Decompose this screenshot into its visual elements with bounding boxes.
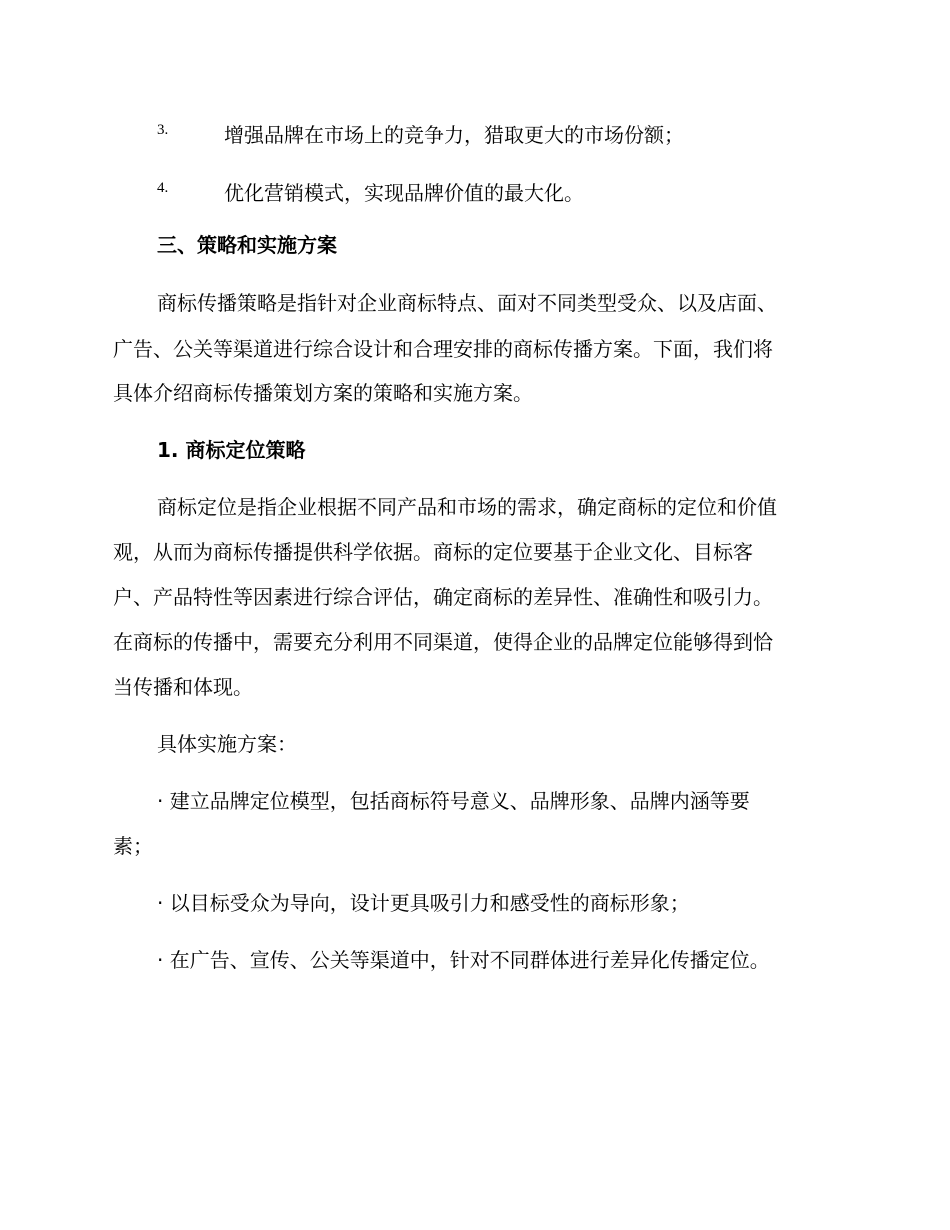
list-text: 增强品牌在市场上的竞争力，猎取更大的市场份额；: [224, 123, 684, 147]
paragraph-line: 具体介绍商标传播策划方案的策略和实施方案。: [113, 381, 533, 405]
sub-heading: 1. 商标定位策略: [157, 438, 306, 462]
bullet-continuation: 素；: [113, 834, 153, 858]
paragraph-line: 广告、公关等渠道进行综合设计和合理安排的商标传播方案。下面，我们将: [113, 337, 773, 361]
paragraph-line: 商标传播策略是指针对企业商标特点、面对不同类型受众、以及店面、: [157, 291, 777, 315]
paragraph-line: 商标定位是指企业根据不同产品和市场的需求，确定商标的定位和价值: [157, 495, 777, 519]
list-number: 3.: [157, 122, 169, 138]
section-heading: 三、策略和实施方案: [157, 233, 337, 257]
bullet-item: · 建立品牌定位模型，包括商标符号意义、品牌形象、品牌内涵等要: [157, 789, 750, 813]
paragraph-line: 当传播和体现。: [113, 675, 253, 699]
bullet-item: · 以目标受众为导向，设计更具吸引力和感受性的商标形象；: [157, 891, 690, 915]
plan-label: 具体实施方案：: [157, 732, 297, 756]
paragraph-line: 在商标的传播中，需要充分利用不同渠道，使得企业的品牌定位能够得到恰: [113, 630, 773, 654]
paragraph-line: 户、产品特性等因素进行综合评估，确定商标的差异性、准确性和吸引力。: [113, 585, 773, 609]
list-number: 4.: [157, 180, 169, 196]
list-text: 优化营销模式，实现品牌价值的最大化。: [224, 181, 584, 205]
bullet-item: · 在广告、宣传、公关等渠道中，针对不同群体进行差异化传播定位。: [157, 948, 770, 972]
paragraph-line: 观，从而为商标传播提供科学依据。商标的定位要基于企业文化、目标客: [113, 540, 753, 564]
